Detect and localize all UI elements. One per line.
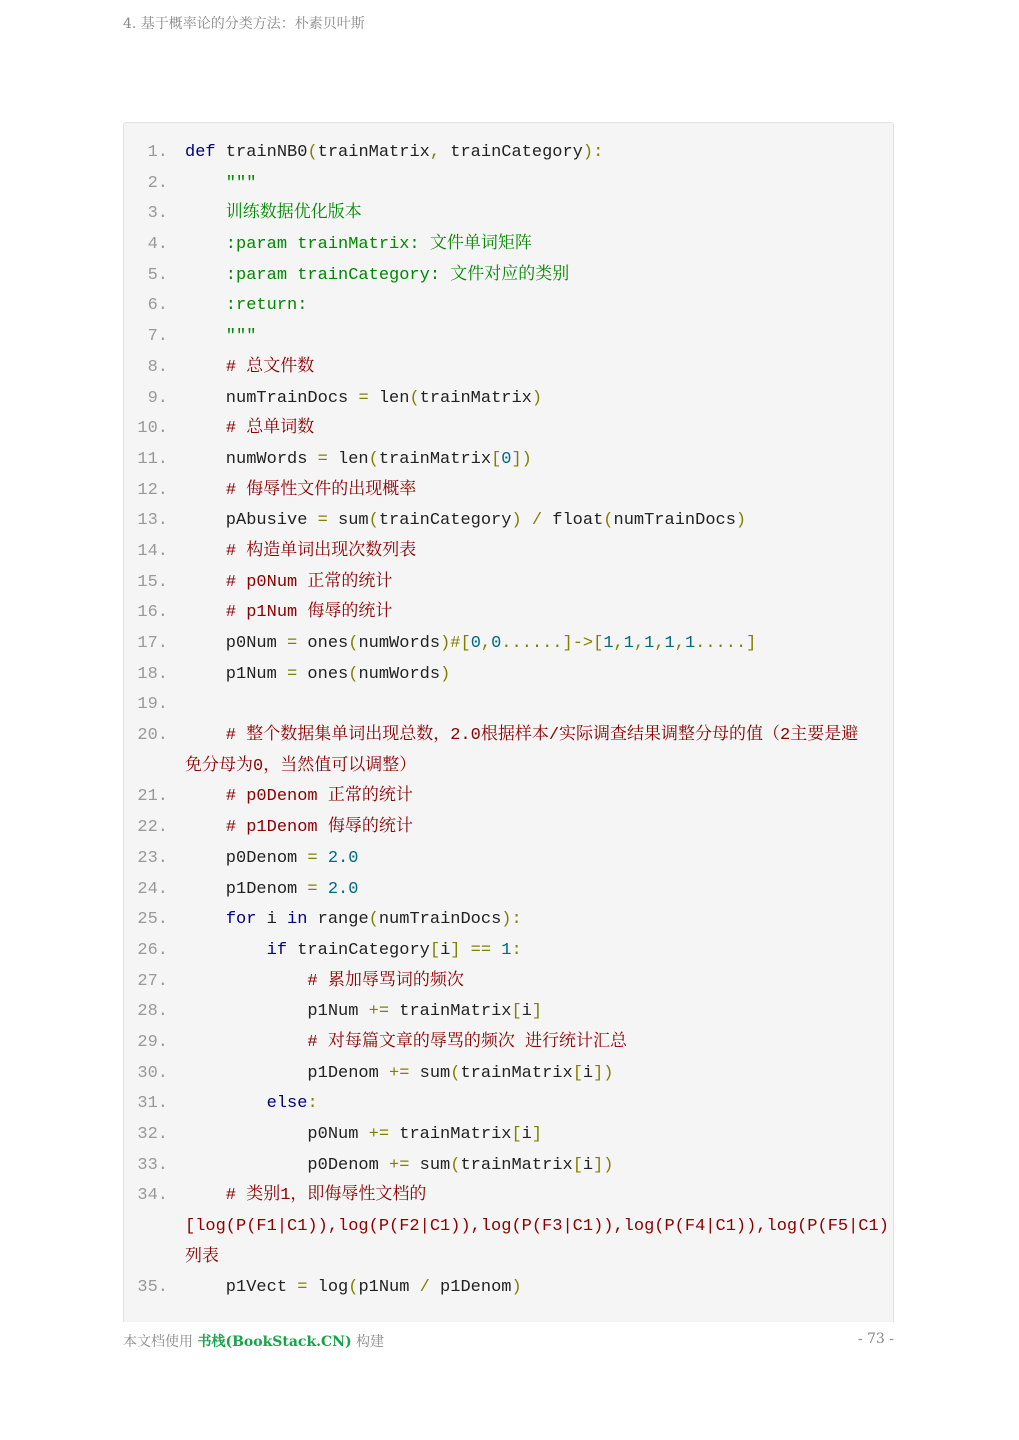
code-text: p0Num += trainMatrix[i] <box>185 1125 543 1145</box>
code-line <box>124 690 894 721</box>
code-line <box>124 169 894 200</box>
code-line <box>124 905 894 936</box>
code-text: numTrainDocs = len(trainMatrix) <box>185 388 543 408</box>
code-line <box>124 1181 894 1273</box>
code-line <box>124 598 894 629</box>
code-line <box>124 506 894 537</box>
code-text: # p1Num 侮辱的统计 <box>225 603 393 623</box>
line-number: 32. <box>137 1125 168 1145</box>
code-text: # 总文件数 <box>225 357 315 377</box>
code-line <box>124 1151 894 1182</box>
line-number: 33. <box>137 1155 168 1175</box>
code-text: """ <box>185 327 257 347</box>
code-line <box>124 537 894 568</box>
line-number: 3. <box>147 204 168 224</box>
line-number: 29. <box>137 1032 168 1052</box>
code-line <box>124 844 894 875</box>
code-line <box>124 261 894 292</box>
code-text: # 侮辱性文件的出现概率 <box>225 480 417 500</box>
code-line <box>124 568 894 599</box>
code-line <box>124 1028 894 1059</box>
page-number: - 73 - <box>857 1331 894 1347</box>
code-text: # 整个数据集单词出现总数，2.0根据样本/实际调查结果调整分母的值（2主要是避 免分母为0，当然值可以调整） <box>185 726 859 776</box>
code-text: # 类别1，即侮辱性文档的 [log(P(F1|C1)),log(P(F2|C1)),log(P(F3|C1)),log(P(F4|C1)),log(P(F5|C1) 列表 <box>185 1186 889 1267</box>
code-line <box>124 813 894 844</box>
code-text: # 构造单词出现次数列表 <box>225 541 417 561</box>
code-line <box>124 936 894 967</box>
code-line <box>124 1089 894 1120</box>
code-line <box>124 997 894 1028</box>
code-text: # 累加辱骂词的频次 <box>307 971 464 991</box>
code-line <box>124 629 894 660</box>
code-text: # 对每篇文章的辱骂的频次 进行统计汇总 <box>307 1032 628 1052</box>
line-number: 4. <box>147 235 168 255</box>
line-number: 1. <box>147 143 168 162</box>
code-text: def trainNB0(trainMatrix, trainCategory): <box>185 143 604 162</box>
code-lines <box>124 138 894 1304</box>
bookstack-link[interactable]: 书栈(BookStack.CN) <box>197 1334 352 1350</box>
code-line <box>124 1059 894 1090</box>
code-text: for i in range(numTrainDocs): <box>225 910 522 930</box>
footer-prefix: 本文档使用 <box>123 1334 198 1350</box>
line-number: 18. <box>137 664 168 684</box>
line-number: 9. <box>147 388 168 408</box>
code-text: numWords = len(trainMatrix[0]) <box>185 449 532 469</box>
code-line <box>124 1273 894 1304</box>
code-text: # p0Num 正常的统计 <box>225 572 393 592</box>
line-number: 5. <box>147 265 168 285</box>
line-number: 6. <box>147 296 168 316</box>
line-number: 22. <box>137 818 168 838</box>
line-number: 8. <box>147 357 168 377</box>
code-line <box>124 199 894 230</box>
code-text: pAbusive = sum(trainCategory) / float(numTrainDocs) <box>185 511 747 531</box>
code-text: # p0Denom 正常的统计 <box>225 787 413 807</box>
code-line <box>124 721 894 782</box>
code-text: p1Denom = 2.0 <box>185 879 359 899</box>
line-number: 13. <box>137 511 168 531</box>
code-line <box>124 291 894 322</box>
code-line <box>124 782 894 813</box>
code-text: # p1Denom 侮辱的统计 <box>225 818 413 838</box>
line-number: 15. <box>137 572 168 592</box>
line-number: 28. <box>137 1002 168 1022</box>
code-line <box>124 230 894 261</box>
line-number: 21. <box>137 787 168 807</box>
code-line <box>124 660 894 691</box>
line-number: 12. <box>137 480 168 500</box>
footer-credit <box>123 1331 384 1351</box>
code-text: :return: <box>185 296 308 316</box>
code-text: p0Num = ones(numWords)#[0,0......]->[1,1,1,1,1.....] <box>185 634 757 653</box>
code-text: p0Denom = 2.0 <box>185 848 359 868</box>
code-line <box>124 353 894 384</box>
code-text: :param trainMatrix: 文件单词矩阵 <box>185 235 532 255</box>
line-number: 35. <box>137 1278 168 1298</box>
code-line <box>124 445 894 476</box>
line-number: 25. <box>137 910 168 930</box>
code-text: 训练数据优化版本 <box>185 204 362 224</box>
line-number: 34. <box>137 1186 168 1206</box>
line-number: 23. <box>137 848 168 868</box>
code-text: if trainCategory[i] == 1: <box>266 940 522 960</box>
line-number: 7. <box>147 327 168 347</box>
line-number: 26. <box>137 940 168 960</box>
code-text: p1Vect = log(p1Num / p1Denom) <box>185 1278 522 1298</box>
line-number: 19. <box>137 695 168 715</box>
page-header-breadcrumb: 4. 基于概率论的分类方法：朴素贝叶斯 <box>123 16 365 32</box>
code-line <box>124 967 894 998</box>
code-text: # 总单词数 <box>225 419 315 439</box>
line-number: 24. <box>137 879 168 899</box>
code-text: else: <box>266 1094 318 1114</box>
line-number: 30. <box>137 1063 168 1083</box>
code-line <box>124 875 894 906</box>
code-block <box>123 122 894 1322</box>
line-number: 11. <box>137 449 168 469</box>
line-number: 20. <box>137 726 168 746</box>
code-line <box>124 322 894 353</box>
code-text: :param trainCategory: 文件对应的类别 <box>185 265 570 285</box>
line-number: 2. <box>147 173 168 193</box>
code-text: p1Num = ones(numWords) <box>185 664 451 684</box>
code-text: p0Denom += sum(trainMatrix[i]) <box>185 1155 614 1175</box>
code-text: """ <box>185 173 257 193</box>
footer-suffix: 构建 <box>351 1334 385 1350</box>
code-text: p1Denom += sum(trainMatrix[i]) <box>185 1063 614 1083</box>
code-line <box>124 476 894 507</box>
line-number: 27. <box>137 971 168 991</box>
line-number: 10. <box>137 419 168 439</box>
code-text: p1Num += trainMatrix[i] <box>185 1002 543 1022</box>
line-number: 16. <box>137 603 168 623</box>
line-number: 17. <box>137 634 168 653</box>
line-number: 14. <box>137 541 168 561</box>
line-number: 31. <box>137 1094 168 1114</box>
code-line <box>124 414 894 445</box>
code-line <box>124 384 894 415</box>
code-line <box>124 138 894 169</box>
code-line <box>124 1120 894 1151</box>
